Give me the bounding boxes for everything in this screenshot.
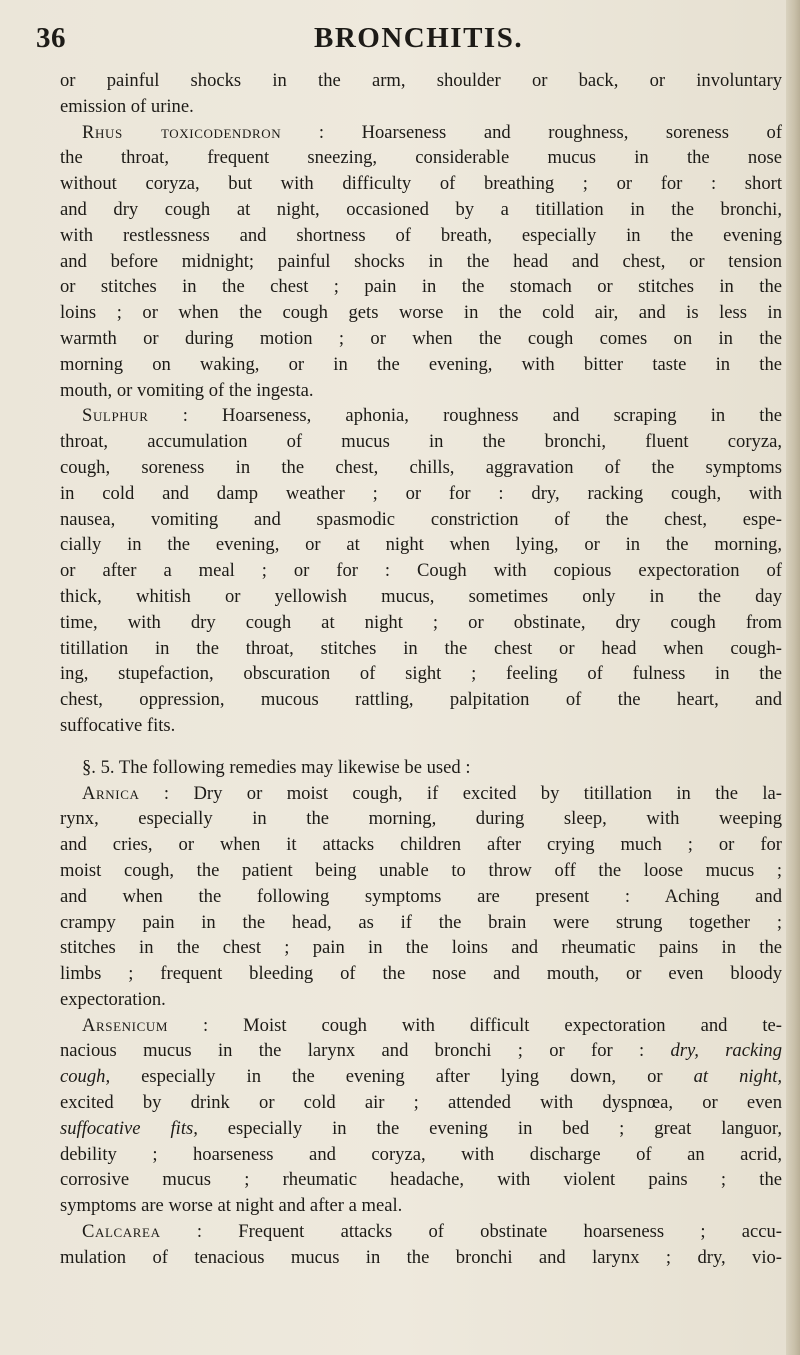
text-line (60, 987, 782, 1013)
remedy-name: Arsenicum (82, 1014, 169, 1036)
line-text: emission of urine. (60, 95, 194, 117)
line-text: warmth or during motion ; or when the cough comes on in the (60, 327, 782, 349)
text-line (60, 610, 782, 636)
text-line (60, 1116, 782, 1142)
line-text: without coryza, but with difficulty of breathing ; or for : short (60, 173, 782, 195)
line-text: thick, whitish or yellowish mucus, sometimes only in the day (60, 585, 782, 607)
line-text: : Moist cough with difficult expectoration and te- (168, 1014, 782, 1036)
text-line (60, 910, 782, 936)
text-line (60, 326, 782, 352)
text-line (60, 145, 782, 171)
text-line (60, 120, 782, 146)
line-text: in cold and damp weather ; or for : dry, racking cough, with (60, 482, 782, 504)
line-text: ing, stupefaction, obscuration of sight ; feeling of fulness in the (60, 663, 782, 685)
line-text: : Dry or moist cough, if excited by titillation in the la- (139, 782, 782, 804)
line-text: or after a meal ; or for : Cough with copious expectoration of (60, 560, 782, 582)
text-line (60, 378, 782, 404)
text-line (60, 687, 782, 713)
text-line (60, 481, 782, 507)
text-line (60, 1142, 782, 1168)
text-line (60, 1167, 782, 1193)
page-number: 36 (36, 22, 66, 54)
line-text: mulation of tenacious mucus in the bronchi and larynx ; dry, vio- (60, 1246, 782, 1268)
text-line (60, 1064, 782, 1090)
text-line (60, 171, 782, 197)
line-text: especially in the evening in bed ; great languor, (197, 1117, 782, 1139)
line-text: or stitches in the chest ; pain in the stomach or stitches in the (60, 276, 782, 298)
line-text: corrosive mucus ; rheumatic headache, with violent pains ; the (60, 1169, 782, 1191)
line-text: titillation in the throat, stitches in the chest or head when cough- (60, 637, 782, 659)
text-line (60, 961, 782, 987)
line-text: : Frequent attacks of obstinate hoarseness ; accu- (160, 1221, 782, 1243)
line-text: cially in the evening, or at night when lying, or in the morning, (60, 534, 782, 556)
text-line (60, 274, 782, 300)
text-line (60, 558, 782, 584)
remedy-name: Rhus toxicodendron (82, 121, 282, 143)
line-text: and dry cough at night, occasioned by a titillation in the bronchi, (60, 198, 782, 220)
text-line (60, 781, 782, 807)
page-edge (786, 0, 800, 1355)
text-line (60, 832, 782, 858)
line-text: cough, soreness in the chest, chills, aggravation of the symptoms (60, 456, 782, 478)
text-line (60, 352, 782, 378)
line-text: loins ; or when the cough gets worse in the cold air, and is less in (60, 302, 782, 324)
line-text: morning on waking, or in the evening, with bitter taste in the (60, 353, 782, 375)
text-line (60, 1013, 782, 1039)
body-text (60, 68, 782, 1271)
line-text: debility ; hoarseness and coryza, with discharge of an acrid, (60, 1143, 782, 1165)
line-text: especially in the evening after lying down, or (110, 1066, 694, 1088)
text-line (60, 300, 782, 326)
line-text: time, with dry cough at night ; or obstinate, dry cough from (60, 611, 782, 633)
line-text: stitches in the chest ; pain in the loins and rheumatic pains in the (60, 937, 782, 959)
remedy-name: Sulphur (82, 405, 149, 427)
text-line (60, 713, 782, 739)
line-text: mouth, or vomiting of the ingesta. (60, 379, 314, 401)
text-line (60, 1038, 782, 1064)
paragraph-gap (60, 739, 782, 755)
line-text: symptoms are worse at night and after a meal. (60, 1195, 403, 1217)
line-text: nacious mucus in the larynx and bronchi ; or for : (60, 1040, 671, 1062)
italic-text: at night, (693, 1066, 782, 1088)
text-line (60, 806, 782, 832)
text-line (60, 755, 782, 781)
text-line (60, 94, 782, 120)
line-text: or painful shocks in the arm, shoulder or back, or involuntary (60, 70, 782, 91)
line-text: moist cough, the patient being unable to throw off the loose mucus ; (60, 859, 782, 881)
line-text: expectoration. (60, 988, 166, 1010)
italic-text: cough, (60, 1066, 111, 1088)
text-line (60, 223, 782, 249)
line-text: and before midnight; painful shocks in the head and chest, or tension (60, 250, 782, 272)
text-line (60, 584, 782, 610)
italic-text: dry, racking (670, 1040, 782, 1062)
line-text: rynx, especially in the morning, during sleep, with weeping (60, 808, 782, 830)
text-line (60, 532, 782, 558)
line-text: limbs ; frequent bleeding of the nose and mouth, or even bloody (60, 963, 782, 985)
text-line (60, 1090, 782, 1116)
text-line (60, 1219, 782, 1245)
line-text: nausea, vomiting and spasmodic constriction of the chest, espe- (60, 508, 782, 530)
text-line (60, 935, 782, 961)
line-text: the throat, frequent sneezing, considerable mucus in the nose (60, 147, 782, 169)
text-line (60, 68, 782, 94)
line-text: suffocative fits. (60, 714, 176, 736)
line-text: chest, oppression, mucous rattling, palpitation of the heart, and (60, 689, 782, 711)
line-text: excited by drink or cold air ; attended with dyspnœa, or even (60, 1092, 782, 1114)
text-line (60, 1245, 782, 1271)
italic-text: suffocative fits, (60, 1117, 198, 1139)
remedy-name: Calcarea (82, 1221, 161, 1243)
line-text: : Hoarseness and roughness, soreness of (281, 121, 782, 143)
text-line (60, 455, 782, 481)
line-text: and cries, or when it attacks children after crying much ; or for (60, 834, 782, 856)
text-line (60, 197, 782, 223)
remedy-name: Arnica (82, 782, 140, 804)
page-header (36, 14, 776, 60)
text-line (60, 403, 782, 429)
line-text: with restlessness and shortness of breath, especially in the evening (60, 224, 782, 246)
line-text: throat, accumulation of mucus in the bronchi, fluent coryza, (60, 431, 782, 453)
text-line (60, 858, 782, 884)
line-text: : Hoarseness, aphonia, roughness and scraping in the (148, 405, 782, 427)
text-line (60, 429, 782, 455)
text-line (60, 884, 782, 910)
line-text: and when the following symptoms are present : Aching and (60, 885, 782, 907)
text-line (60, 249, 782, 275)
line-text: crampy pain in the head, as if the brain were strung together ; (60, 911, 782, 933)
line-text: §. 5. The following remedies may likewise be used : (82, 756, 471, 778)
text-line (60, 636, 782, 662)
running-title: BRONCHITIS. (314, 22, 524, 54)
text-line (60, 1193, 782, 1219)
text-line (60, 661, 782, 687)
text-line (60, 507, 782, 533)
